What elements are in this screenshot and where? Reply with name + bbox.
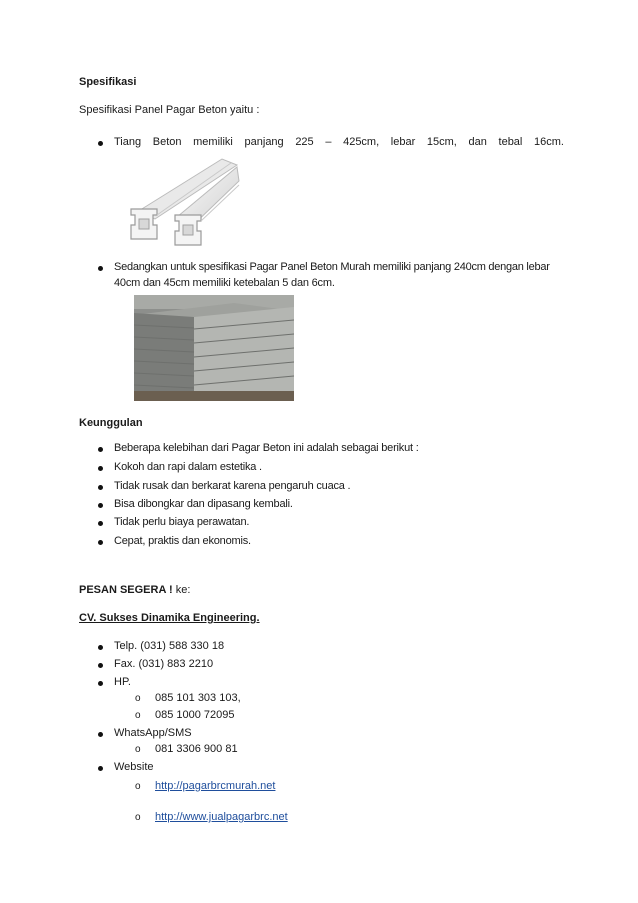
website-link[interactable]: http://pagarbrcmurah.net [155,780,276,792]
spec-item-1-word: Tiang [114,136,142,148]
concrete-post-image [127,157,241,253]
spec-item-1-word: 225 [295,136,314,148]
contact-website-label: Website [114,761,154,773]
keunggulan-item: Tidak rusak dan berkarat karena pengaruh cuaca . [114,480,351,492]
spec-item-1 [114,136,564,148]
bullet-icon [98,645,103,650]
spec-item-1-word: lebar [390,136,416,148]
sub-bullet-icon: o [135,710,141,721]
order-line [79,584,190,596]
contact-fax: Fax. (031) 883 2210 [114,658,214,670]
spec-item-1-word: dan [468,136,487,148]
bullet-icon [98,485,103,490]
bullet-icon [98,503,103,508]
bullet-icon [98,447,103,452]
bullet-icon [98,766,103,771]
contact-hp-number: 085 1000 72095 [155,709,235,721]
spec-item-1-word: 16cm. [534,136,564,148]
keunggulan-heading: Keunggulan [79,417,143,429]
keunggulan-item: Cepat, praktis dan ekonomis. [114,535,251,547]
contact-hp-number: 085 101 303 103, [155,692,241,704]
website-link[interactable]: http://www.jualpagarbrc.net [155,811,288,823]
bullet-icon [98,540,103,545]
spec-item-1-word: tebal [498,136,523,148]
keunggulan-item: Tidak perlu biaya perawatan. [114,516,250,528]
contact-wa-label: WhatsApp/SMS [114,727,192,739]
spec-item-1-word: Beton [152,136,182,148]
contact-wa-number: 081 3306 900 81 [155,743,238,755]
bullet-icon [98,681,103,686]
spesifikasi-intro: Spesifikasi Panel Pagar Beton yaitu : [79,104,260,116]
spec-item-1-word: 425cm, [343,136,380,148]
bullet-icon [98,521,103,526]
keunggulan-item: Beberapa kelebihan dari Pagar Beton ini adalah sebagai berikut : [114,442,419,454]
spesifikasi-heading: Spesifikasi [79,76,137,88]
keunggulan-item: Bisa dibongkar dan dipasang kembali. [114,498,293,510]
spec-item-2-line1: Sedangkan untuk spesifikasi Pagar Panel Beton Murah memiliki panjang 240cm dengan lebar [114,261,550,273]
spec-item-1-word: panjang [244,136,284,148]
company-name: CV. Sukses Dinamika Engineering. [79,612,260,624]
spec-item-1-word: memiliki [193,136,233,148]
spec-item-1-word: 15cm, [426,136,457,148]
contact-telp: Telp. (031) 588 330 18 [114,640,225,652]
order-emphasis: PESAN SEGERA ! [79,584,173,596]
sub-bullet-icon: o [135,693,141,704]
bullet-icon [98,663,103,668]
spec-item-1-word: – [325,136,332,148]
keunggulan-item: Kokoh dan rapi dalam estetika . [114,461,262,473]
concrete-panel-stack-image [134,295,294,401]
sub-bullet-icon: o [135,781,141,792]
sub-bullet-icon: o [135,812,141,823]
sub-bullet-icon: o [135,744,141,755]
bullet-icon [98,466,103,471]
bullet-icon [98,266,103,271]
order-rest: ke: [172,584,191,596]
spec-item-2-line2: 40cm dan 45cm memiliki ketebalan 5 dan 6cm. [114,277,335,289]
bullet-icon [98,732,103,737]
bullet-icon [98,141,103,146]
contact-hp-label: HP. [114,676,131,688]
